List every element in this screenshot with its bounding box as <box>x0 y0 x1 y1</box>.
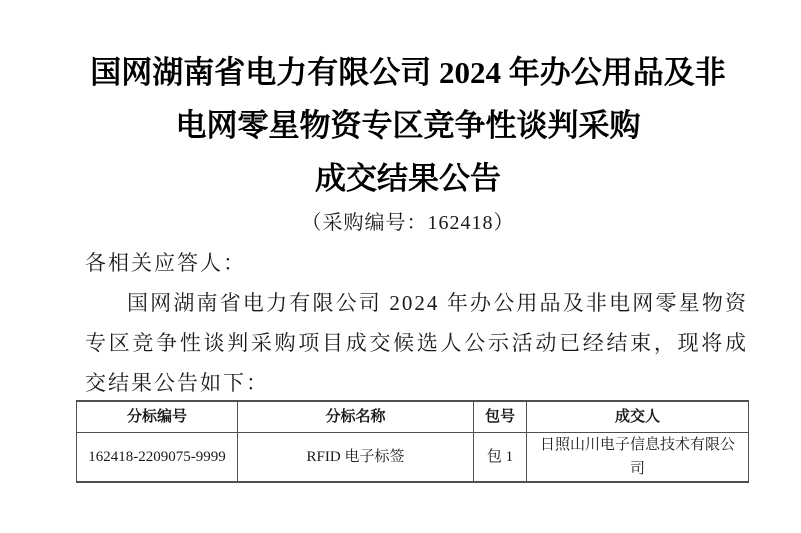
header-lot-number: 分标编号 <box>77 401 238 432</box>
cell-lot-number: 162418-2209075-9999 <box>77 432 238 482</box>
table-row <box>77 432 749 482</box>
table-header-row <box>77 401 749 432</box>
body-paragraph: 国网湖南省电力有限公司 2024 年办公用品及非电网零星物资专区竞争性谈判采购项目成交候选人公示活动已经结束，现将成交结果公告如下： <box>85 291 748 395</box>
document-title <box>66 46 750 205</box>
header-winner: 成交人 <box>527 401 749 432</box>
cell-package: 包 1 <box>474 432 527 482</box>
salutation: 各相关应答人： <box>85 251 246 275</box>
cell-winner: 日照山川电子信息技术有限公司 <box>527 432 749 482</box>
title-line-3: 成交结果公告 <box>315 161 501 196</box>
title-line-2: 电网零星物资专区竞争性谈判采购 <box>175 108 641 143</box>
result-table <box>76 400 749 483</box>
header-package: 包号 <box>474 401 527 432</box>
cell-lot-name: RFID 电子标签 <box>238 432 474 482</box>
header-lot-name: 分标名称 <box>238 401 474 432</box>
procurement-number: （采购编号：162418） <box>301 212 515 234</box>
title-line-1: 国网湖南省电力有限公司 2024 年办公用品及非 <box>90 55 726 90</box>
